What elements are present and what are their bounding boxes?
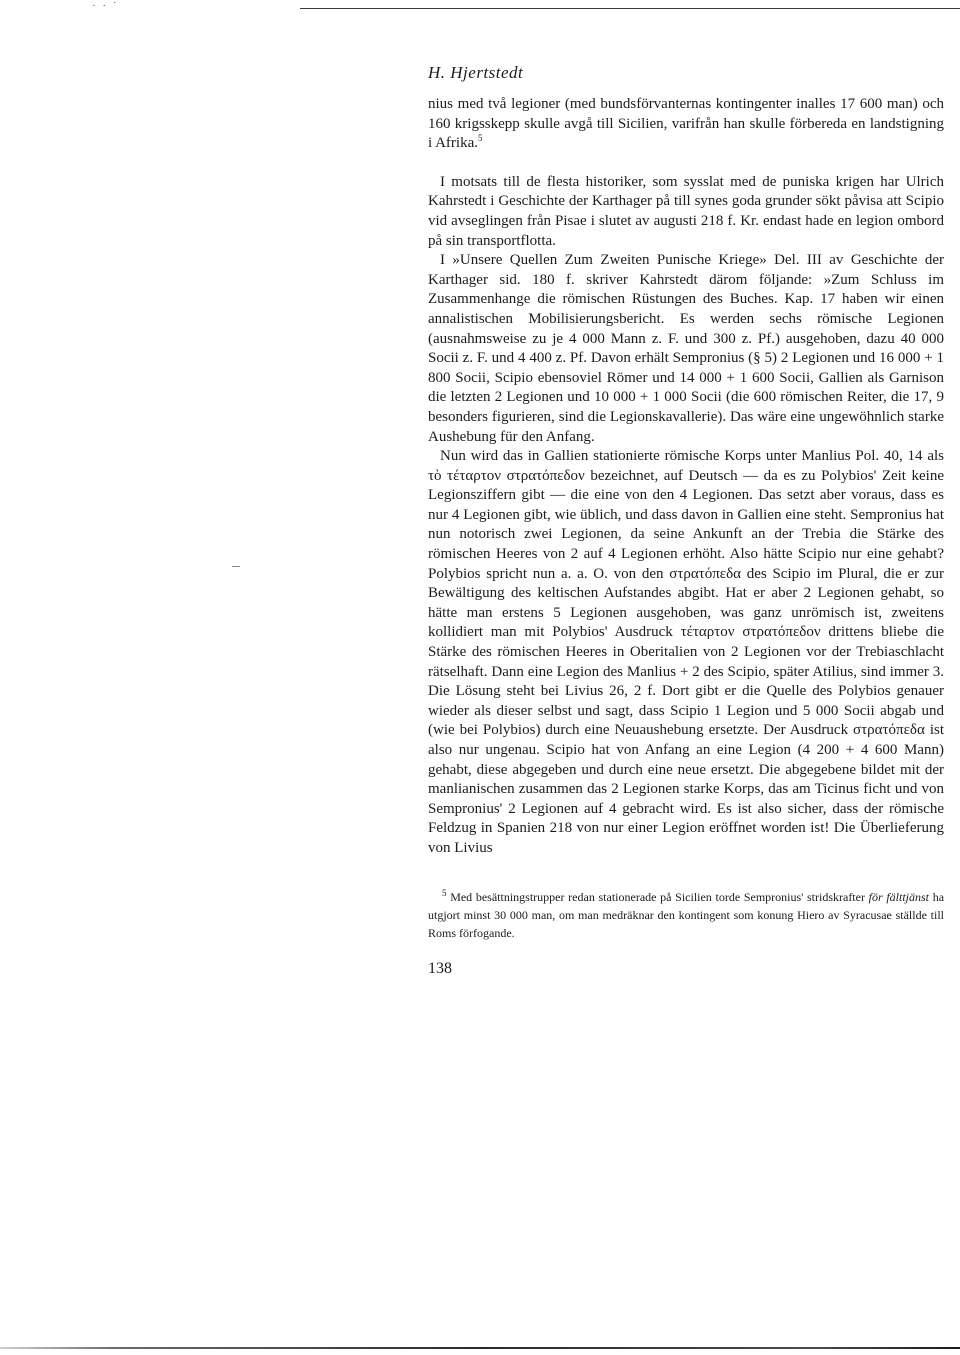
footnote-number: 5	[442, 888, 447, 898]
page-number: 138	[428, 960, 452, 977]
paragraph-1	[428, 95, 944, 154]
footnote-text-start: Med besättningstrupper redan stationerade på Sicilien torde Sempronius' stridskrafter	[450, 890, 865, 904]
footnote-text-italic: för fälttjänst	[868, 890, 930, 904]
paragraph-3: I »Unsere Quellen Zum Zweiten Punische Kriege» Del. III av Geschichte der Karthager sid. 180 f. skriver Kahrstedt därom följande: »Zum Schluss im Zusammenhange die römischen Rüstungen des Buches. Kap. 17 haben wir einen annalistischen Mobilisierungsbericht. Es werden sechs römische Legionen (ausnahmsweise zu je 4 000 Mann z. F. und 300 z. Pf.) ausgehoben, dazu 40 000 Socii z. F. und 4 400 z. Pf. Davon erhält Sempronius (§ 5) 2 Legionen und 16 000 + 1 800 Socii, Scipio ebensoviel Römer und 14 000 + 1 600 Socii, Gallien als Garnison die letzten 2 Legionen und 10 000 + 1 000 Socii (die 600 römischen Reiter, die 17, 9 besonders figurieren, sind die Legionskavallerie). Das wäre eine ungewöhnlich starke Aushebung für den Anfang.	[428, 252, 944, 445]
footnote-reference: 5	[478, 133, 483, 144]
scan-edge-top	[300, 8, 960, 9]
footnote-text-end: ha utgjort minst 30 000 man, om man medräknar den kontingent som konung Hiero av Syracusae ställde till Roms förfogande.	[428, 890, 945, 940]
paragraph-4: Nun wird das in Gallien stationierte römische Korps unter Manlius Pol. 40, 14 als τὸ τέταρτον στρατόπεδον bezeichnet, auf Deutsch — da es zu Polybios' Zeit keine Legionsziffern gibt — die eine von den 4 Legionen. Das setzt aber voraus, dass es nur 4 Legionen gibt, wie üblich, und dass davon in Gallien eine steht. Sempronius hat nun notorisch zwei Legionen, da seine Ankunft an der Trebia die Stärke des römischen Heeres von 2 auf 4 Legionen erhöht. Also hätte Scipio nur eine gehabt? Polybios spricht nun a. a. O. von den στρατόπεδα des Scipio im Plural, die er zur Bewältigung des keltischen Aufstandes abgibt. Hat er aber 2 Legionen gehabt, so hätte man erstens 5 Legionen ausgehoben, was ganz unrömisch ist, zweitens kollidiert man mit Polybios' Ausdruck τέταρτον στρατόπεδον drittens bliebe die Stärke des römischen Heeres in Oberitalien von 2 Legionen vor der Trebiaschlacht rätselhaft. Dann eine Legion des Manlius + 2 des Scipio, später Atilius, sind immer 3. Die Lösung steht bei Livius 26, 2 f. Dort gibt er die Quelle des Polybios genauer wieder als dieser selbst und sagt, dass Scipio 1 Legion und 5 000 Socii abgab und (wie bei Polybios) durch eine Neuaushebung ersetzte. Der Ausdruck στρατόπεδα ist also nur ungenau. Scipio hat von Anfang an eine Legion (4 200 + 4 600 Mann) gehabt, diese abgegeben und durch eine neue ersetzt. Die abgegebene bildet mit der manlianischen zusammen das 2 Legionen starke Korps, das am Ticinus ficht und von Sempronius' 2 Legionen auf 4 gebracht wird. Es ist also sicher, dass der römische Feldzug in Spanien 218 von nur einer Legion eröffnet worden ist! Die Überlieferung von Livius	[428, 448, 944, 856]
scan-edge-bottom	[0, 1347, 960, 1349]
main-text	[428, 95, 944, 859]
scan-specks: · · ˙	[92, 0, 119, 12]
footnote-section	[428, 888, 944, 942]
running-header-author: H. Hjertstedt	[428, 63, 524, 82]
paragraph-2: I motsats till de flesta historiker, som sysslat med de puniska krigen har Ulrich Kahrstedt i Geschichte der Karthager på till synes goda grunder sökt påvisa att Scipio vid avseglingen från Pisae i slutet av augusti 218 f. Kr. endast hade en legion ombord på sin transportflotta.	[428, 173, 944, 249]
margin-mark	[232, 566, 240, 567]
paragraph-1-text: nius med två legioner (med bundsförvanternas kontingenter inalles 17 600 man) och 160 krigsskepp skulle avgå till Sicilien, varifrån han skulle förbereda en landstigning i Afrika.	[428, 96, 944, 152]
footnote-5	[428, 888, 944, 942]
